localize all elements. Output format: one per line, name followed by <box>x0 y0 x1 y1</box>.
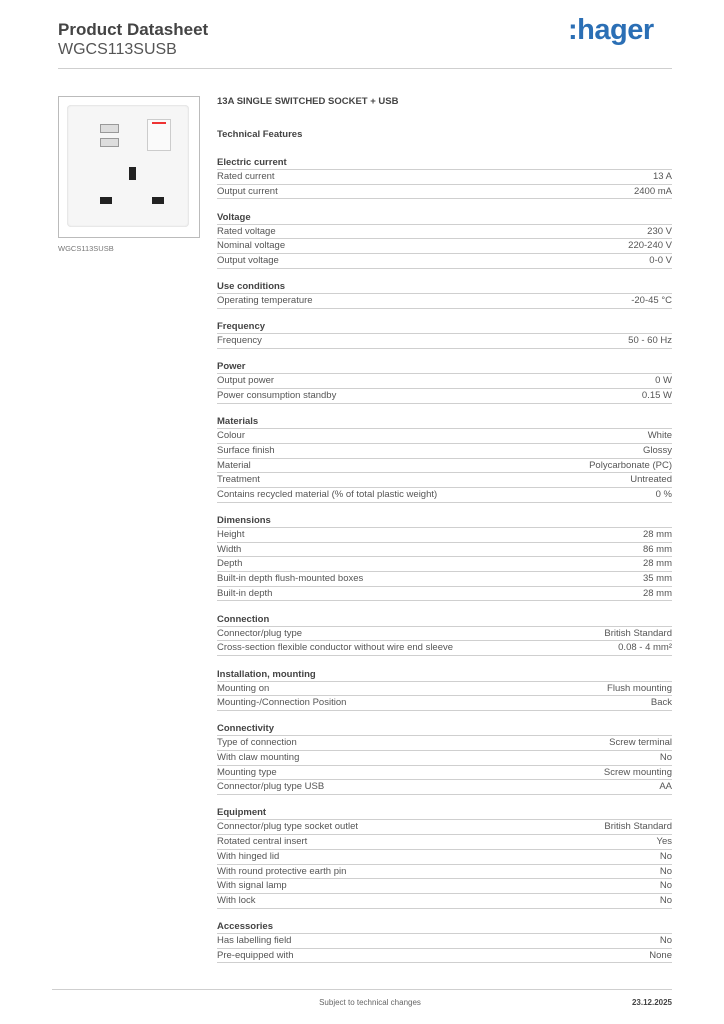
spec-value: 0 % <box>655 488 672 500</box>
spec-group-title: Connection <box>217 613 672 627</box>
spec-row <box>217 696 672 711</box>
spec-group-title: Voltage <box>217 211 672 225</box>
spec-value: 28 mm <box>642 528 672 540</box>
spec-value: White <box>647 430 672 442</box>
spec-group-title: Use conditions <box>217 280 672 294</box>
spec-group-title: Connectivity <box>217 722 672 736</box>
spec-group-title: Materials <box>217 415 672 429</box>
spec-row <box>217 528 672 543</box>
spec-row <box>217 374 672 389</box>
spec-row <box>217 170 672 185</box>
spec-row <box>217 543 672 558</box>
spec-row <box>217 488 672 503</box>
spec-label: With claw mounting <box>217 752 300 764</box>
spec-label: Built-in depth <box>217 587 273 599</box>
spec-label: Depth <box>217 558 243 570</box>
spec-value: 2400 mA <box>633 185 672 197</box>
spec-group-title: Accessories <box>217 920 672 934</box>
spec-label: Frequency <box>217 335 262 347</box>
spec-label: Material <box>217 459 251 471</box>
spec-value: Glossy <box>642 444 672 456</box>
product-image <box>58 96 200 238</box>
spec-label: With lock <box>217 894 256 906</box>
spec-value: 0.15 W <box>641 390 672 402</box>
footer-date: 23.12.2025 <box>631 998 672 1007</box>
spec-row <box>217 185 672 200</box>
spec-row <box>217 239 672 254</box>
earth-pin-slot <box>129 167 136 180</box>
spec-value: Back <box>650 697 672 709</box>
socket-plate <box>67 105 189 227</box>
spec-value: 0-0 V <box>649 255 672 267</box>
spec-row <box>217 225 672 240</box>
document-title: Product Datasheet <box>58 20 209 39</box>
spec-value: 86 mm <box>642 543 672 555</box>
spec-value: No <box>659 752 672 764</box>
spec-group <box>217 722 672 795</box>
spec-row <box>217 641 672 656</box>
spec-value: 220-240 V <box>628 240 672 252</box>
spec-label: Connector/plug type USB <box>217 781 325 793</box>
spec-value: -20-45 °C <box>631 295 672 307</box>
spec-row <box>217 444 672 459</box>
spec-label: Colour <box>217 430 245 442</box>
spec-group-title: Installation, mounting <box>217 668 672 682</box>
spec-row <box>217 736 672 751</box>
spec-row <box>217 934 672 949</box>
spec-row <box>217 894 672 909</box>
spec-row <box>217 557 672 572</box>
spec-group <box>217 806 672 908</box>
switch-indicator <box>152 122 166 124</box>
spec-label: Surface finish <box>217 444 275 456</box>
specification-panel <box>217 96 672 975</box>
spec-group <box>217 415 672 502</box>
spec-label: Output power <box>217 375 275 387</box>
usb-port-icon <box>100 124 119 133</box>
spec-value: Screw mounting <box>603 766 672 778</box>
spec-label: Pre-equipped with <box>217 949 294 961</box>
spec-value: No <box>659 865 672 877</box>
spec-row <box>217 949 672 964</box>
spec-row <box>217 334 672 349</box>
spec-label: Output voltage <box>217 255 279 267</box>
footer-note: Subject to technical changes <box>319 998 421 1007</box>
spec-value: 230 V <box>647 225 672 237</box>
spec-label: Nominal voltage <box>217 240 286 252</box>
spec-value: 13 A <box>652 171 672 182</box>
spec-group-title: Equipment <box>217 806 672 820</box>
spec-label: Built-in depth flush-mounted boxes <box>217 573 364 585</box>
spec-row <box>217 835 672 850</box>
spec-label: Rated current <box>217 171 275 182</box>
spec-row <box>217 627 672 642</box>
product-code: WGCS113SUSB <box>58 41 177 58</box>
spec-value: 0.08 - 4 mm² <box>618 642 672 654</box>
spec-label: Cross-section flexible conductor without wire end sleeve <box>217 642 454 654</box>
spec-group <box>217 668 672 711</box>
spec-row <box>217 751 672 766</box>
spec-group <box>217 920 672 963</box>
spec-value: 35 mm <box>642 573 672 585</box>
spec-group <box>217 360 672 403</box>
document-header <box>58 20 208 60</box>
spec-row <box>217 459 672 474</box>
spec-row <box>217 389 672 404</box>
spec-group <box>217 514 672 601</box>
spec-groups <box>217 156 672 963</box>
spec-label: Mounting on <box>217 682 270 694</box>
neutral-pin-slot <box>152 197 164 204</box>
spec-group <box>217 320 672 349</box>
header-divider <box>58 68 672 69</box>
usb-port-icon <box>100 138 119 147</box>
spec-label: With round protective earth pin <box>217 865 347 877</box>
spec-value: Flush mounting <box>607 682 672 694</box>
spec-row <box>217 572 672 587</box>
spec-value: 50 - 60 Hz <box>628 335 672 347</box>
spec-group-title: Power <box>217 360 672 374</box>
spec-value: Yes <box>656 836 672 848</box>
spec-label: Type of connection <box>217 737 297 749</box>
spec-value: No <box>659 880 672 892</box>
spec-row <box>217 850 672 865</box>
spec-value: 0 W <box>655 375 672 387</box>
spec-row <box>217 294 672 309</box>
spec-row <box>217 879 672 894</box>
spec-row <box>217 766 672 781</box>
spec-row <box>217 254 672 269</box>
spec-value: No <box>659 894 672 906</box>
spec-label: Connector/plug type <box>217 627 303 639</box>
spec-label: Rotated central insert <box>217 836 308 848</box>
spec-group <box>217 211 672 269</box>
spec-value: AA <box>659 781 672 793</box>
spec-value: No <box>659 850 672 862</box>
spec-value: British Standard <box>604 821 672 833</box>
spec-label: Power consumption standby <box>217 390 337 402</box>
spec-group <box>217 156 672 199</box>
spec-value: 28 mm <box>642 587 672 599</box>
spec-label: Operating temperature <box>217 295 313 307</box>
spec-group <box>217 613 672 656</box>
spec-row <box>217 587 672 602</box>
spec-group-title: Frequency <box>217 320 672 334</box>
spec-label: Mounting type <box>217 766 277 778</box>
spec-label: With signal lamp <box>217 880 287 892</box>
live-pin-slot <box>100 197 112 204</box>
spec-label: Contains recycled material (% of total plastic weight) <box>217 488 438 500</box>
spec-row <box>217 780 672 795</box>
hager-logo: :hager <box>568 14 654 46</box>
spec-row <box>217 682 672 697</box>
spec-group-title: Electric current <box>217 156 672 170</box>
spec-value: Untreated <box>630 474 672 486</box>
spec-label: Mounting-/Connection Position <box>217 697 347 709</box>
spec-row <box>217 820 672 835</box>
spec-value: 28 mm <box>642 558 672 570</box>
spec-row <box>217 473 672 488</box>
spec-label: Height <box>217 528 245 540</box>
switch-rocker <box>147 119 171 151</box>
product-name: 13A SINGLE SWITCHED SOCKET + USB <box>217 96 399 107</box>
features-title: Technical Features <box>217 129 303 140</box>
spec-value: British Standard <box>604 627 672 639</box>
spec-label: Connector/plug type socket outlet <box>217 821 359 833</box>
spec-group-title: Dimensions <box>217 514 672 528</box>
spec-label: Has labelling field <box>217 934 292 946</box>
spec-value: Polycarbonate (PC) <box>589 459 672 471</box>
spec-label: Treatment <box>217 474 260 486</box>
image-caption: WGCS113SUSB <box>58 244 114 253</box>
spec-label: With hinged lid <box>217 850 280 862</box>
spec-label: Width <box>217 543 242 555</box>
spec-row <box>217 429 672 444</box>
spec-value: None <box>649 949 672 961</box>
spec-label: Output current <box>217 185 278 197</box>
spec-value: No <box>659 934 672 946</box>
spec-value: Screw terminal <box>609 737 672 749</box>
spec-group <box>217 280 672 309</box>
spec-label: Rated voltage <box>217 225 276 237</box>
footer-divider <box>52 989 672 990</box>
spec-row <box>217 865 672 880</box>
